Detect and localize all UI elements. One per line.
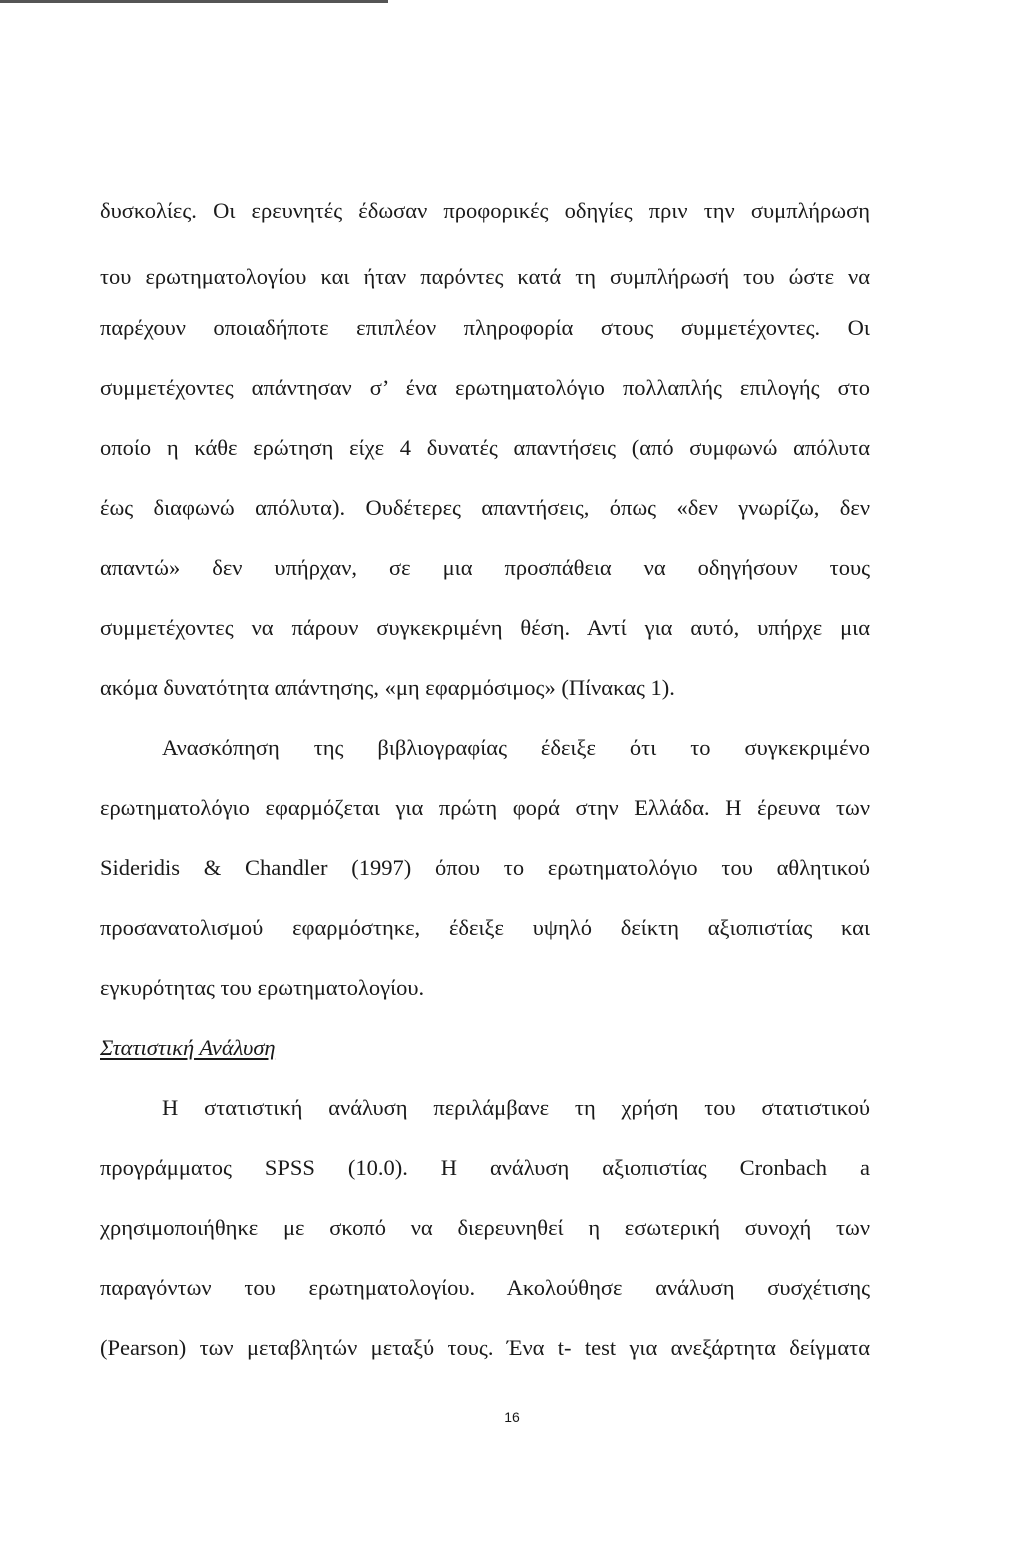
paragraph-line: παραγόντων του ερωτηματολογίου. Ακολούθησε ανάλυση συσχέτισης: [100, 1275, 870, 1300]
paragraph-line: έως διαφωνώ απόλυτα). Ουδέτερες απαντήσεις, όπως «δεν γνωρίζω, δεν: [100, 495, 870, 520]
paragraph-line: Sideridis & Chandler (1997) όπου το ερωτηματολόγιο του αθλητικού: [100, 855, 870, 880]
section-heading: Στατιστική Ανάλυση: [100, 1035, 276, 1060]
paragraph-line: οποίο η κάθε ερώτηση είχε 4 δυνατές απαντήσεις (από συμφωνώ απόλυτα: [100, 435, 870, 460]
paragraph-line: παρέχουν οποιαδήποτε επιπλέον πληροφορία στους συμμετέχοντες. Οι: [100, 315, 870, 340]
paragraph-line: του ερωτηματολογίου και ήταν παρόντες κατά τη συμπλήρωσή του ώστε να: [100, 264, 870, 289]
paragraph-line: Η στατιστική ανάλυση περιλάμβανε τη χρήση του στατιστικού: [162, 1095, 870, 1120]
paragraph-line: συμμετέχοντες να πάρουν συγκεκριμένη θέση. Αντί για αυτό, υπήρχε μια: [100, 615, 870, 640]
paragraph-line: ερωτηματολόγιο εφαρμόζεται για πρώτη φορά στην Ελλάδα. Η έρευνα των: [100, 795, 870, 820]
paragraph-line: δυσκολίες. Οι ερευνητές έδωσαν προφορικές οδηγίες πριν την συμπλήρωση: [100, 198, 870, 223]
page-number: 16: [504, 1409, 520, 1425]
paragraph-line: ακόμα δυνατότητα απάντησης, «μη εφαρμόσιμος» (Πίνακας 1).: [100, 675, 675, 700]
paragraph-line: εγκυρότητας του ερωτηματολογίου.: [100, 975, 425, 1000]
paragraph-line: Ανασκόπηση της βιβλιογραφίας έδειξε ότι το συγκεκριμένο: [162, 735, 870, 760]
paragraph-line: προγράμματος SPSS (10.0). Η ανάλυση αξιοπιστίας Cronbach a: [100, 1155, 870, 1180]
paragraph-line: συμμετέχοντες απάντησαν σ’ ένα ερωτηματολόγιο πολλαπλής επιλογής στο: [100, 375, 870, 400]
paragraph-line: προσανατολισμού εφαρμόστηκε, έδειξε υψηλό δείκτη αξιοπιστίας και: [100, 915, 870, 940]
paragraph-line: χρησιμοποιήθηκε με σκοπό να διερευνηθεί η εσωτερική συνοχή των: [100, 1215, 870, 1240]
paragraph-line: απαντώ» δεν υπήρχαν, σε μια προσπάθεια να οδηγήσουν τους: [100, 555, 870, 580]
paragraph-line: (Pearson) των μεταβλητών μεταξύ τους. Ένα t- test για ανεξάρτητα δείγματα: [100, 1335, 870, 1360]
scan-top-edge: [0, 0, 388, 3]
